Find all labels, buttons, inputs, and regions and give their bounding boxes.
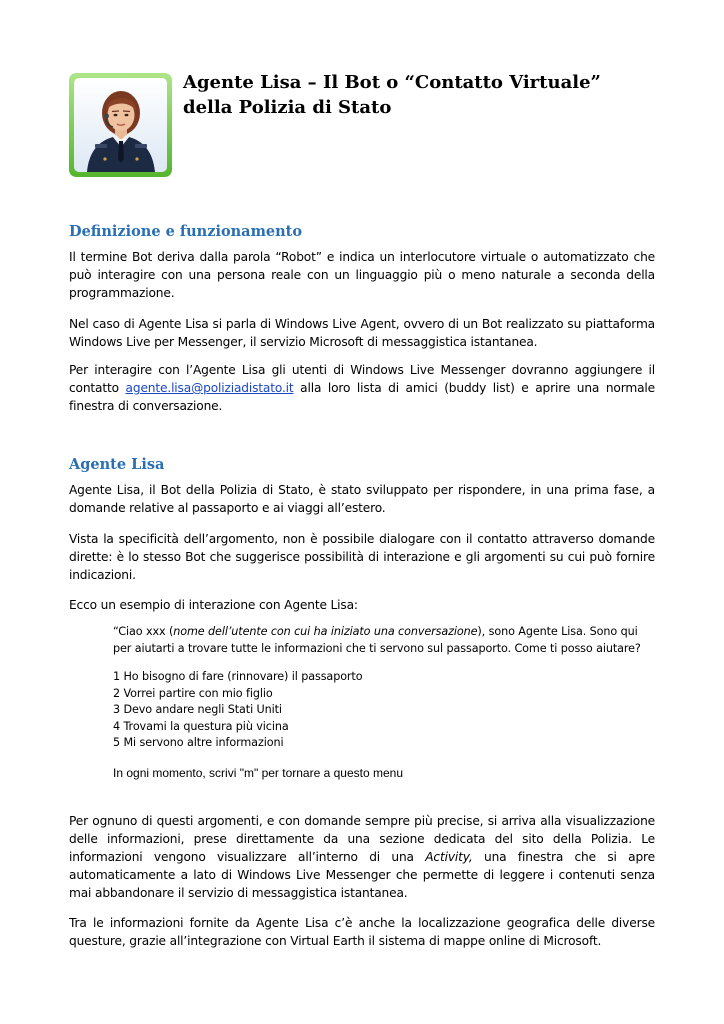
menu-item: 5 Mi servono altre informazioni [113,736,284,750]
paragraph-bot-definition: Il termine Bot deriva dalla parola “Robot” e indica un interlocutore virtuale o automatizzato che può interagire con una persona reale con un linguaggio più o meno naturale a seconda della programmazione. [69,250,655,300]
page-title: Agente Lisa – Il Bot o “Contatto Virtuale” della Polizia di Stato [183,72,601,118]
bot-greeting-quote [113,624,658,657]
menu-item: 2 Vorrei partire con mio figlio [113,686,273,700]
quote-text-after: ), sono Agente Lisa. Sono qui per aiutarti a trovare tutte le informazioni che ti servono sul passaporto. Come ti posso aiutare? [113,625,641,655]
activity-term: Activity, [425,850,473,864]
menu-item: 1 Ho bisogno di fare (rinnovare) il passaporto [113,670,363,683]
agent-lisa-avatar [69,73,172,177]
contact-email-link[interactable]: agente.lisa@poliziadistato.it [125,381,294,395]
paragraph-contact-instructions [69,361,655,415]
activity-text-before: Per ognuno di questi argomenti, e con domande sempre più precise, si arriva alla visualizzazione delle informazioni, prese direttamente da una sezione dedicata del sito della Polizia. Le informazioni vengono visualizzare all’interno di una [69,814,655,864]
paragraph-interaction-mode: Vista la specificità dell’argomento, non è possibile dialogare con il contatto attraverso domande dirette: è lo stesso Bot che suggerisce possibilità di interazione e gli argomenti su cui può fornire indicazioni. [69,532,655,582]
paragraph-agente-lisa-intro: Agente Lisa, il Bot della Polizia di Stato, è stato sviluppato per rispondere, in una prima fase, a domande relative al passaporto e ai viaggi all’estero. [69,483,655,515]
policewoman-illustration [69,73,172,177]
section-heading-definizione: Definizione e funzionamento [69,223,303,240]
quote-placeholder-note: nome dell’utente con cui ha iniziato una conversazione [173,625,478,638]
paragraph-virtual-earth: Tra le informazioni fornite da Agente Lisa c’è anche la localizzazione geografica delle diverse questure, grazie all’integrazione con Virtual Earth il sistema di mappe online di Microsoft. [69,916,655,948]
quote-text-before: “Ciao xxx ( [113,625,174,638]
menu-item: 4 Trovami la questura più vicina [113,719,289,733]
menu-item: 3 Devo andare negli Stati Uniti [113,703,282,717]
section-heading-agente-lisa: Agente Lisa [69,456,165,473]
paragraph-example-intro: Ecco un esempio di interazione con Agente Lisa: [69,598,358,612]
activity-text-after: una finestra che si apre automaticamente a lato di Windows Live Messenger che permette di leggere i contenuti senza mai abbandonare il servizio di messaggistica istantanea. [69,850,655,900]
paragraph-activity-window [69,812,655,902]
bot-menu-list [113,669,362,752]
paragraph-windows-live-agent: Nel caso di Agente Lisa si parla di Windows Live Agent, ovvero di un Bot realizzato su piattaforma Windows Live per Messenger, il servizio Microsoft di messaggistica istantanea. [69,317,655,349]
contact-text-after: alla loro lista di amici (buddy list) e aprire una normale finestra di conversazione. [69,381,655,413]
menu-return-note: In ogni momento, scrivi "m" per tornare a questo menu [113,766,403,780]
contact-text-before: Per interagire con l’Agente Lisa gli utenti di Windows Live Messenger dovranno aggiungere il contatto [69,363,655,395]
